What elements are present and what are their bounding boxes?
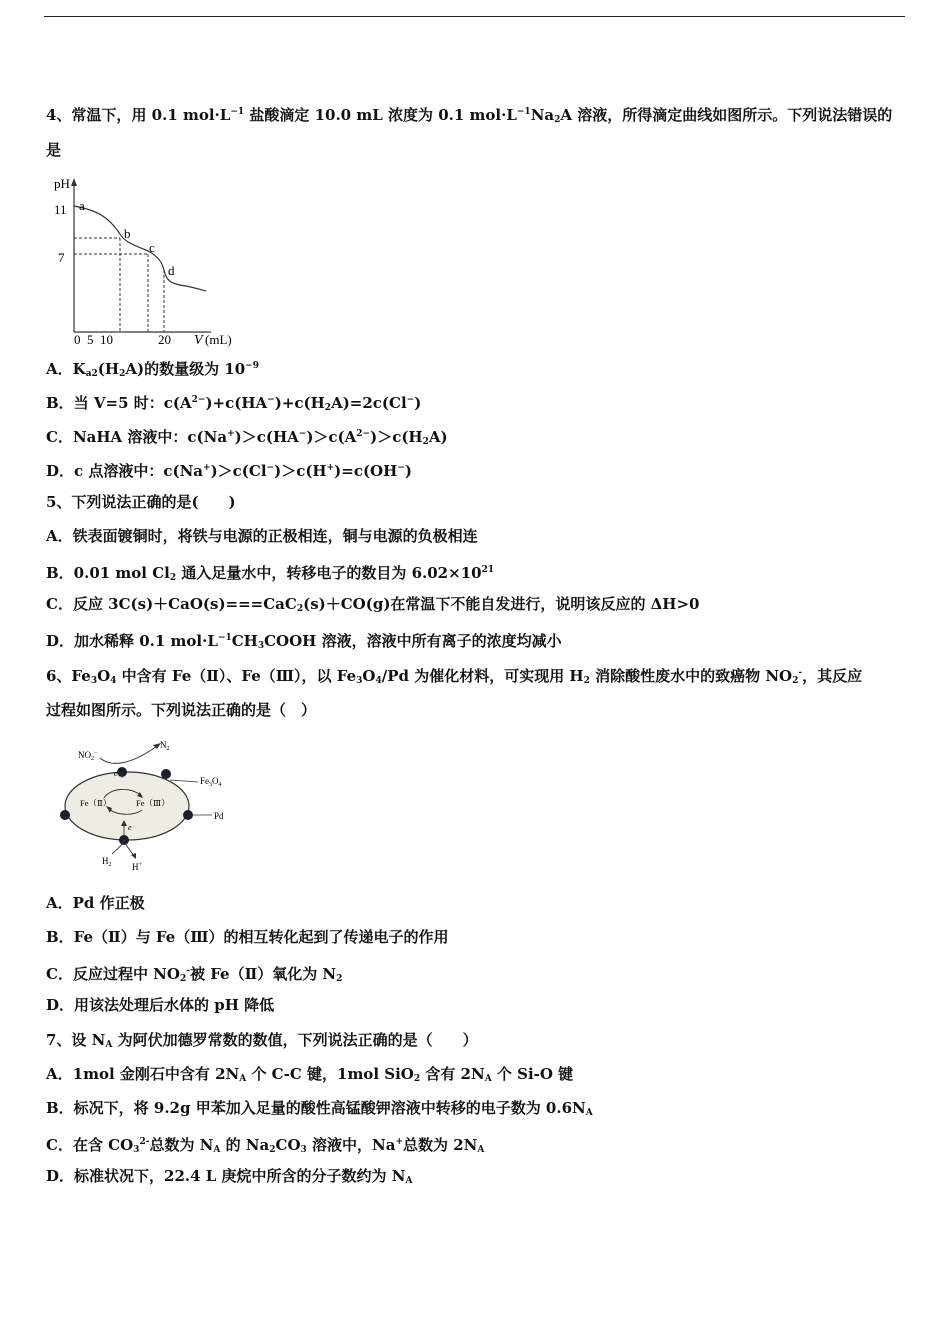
electron-label-bottom: e: [128, 823, 132, 832]
svg-text:H2: $H_2$: [102, 856, 112, 868]
q4-stem-line1: 4、常温下，用 0.1 $mol\cdot L^{-1}$ 盐酸滴定 10.0 mL 浓度为 0.1 $mol\cdot L^{-1}Na_2A$ 溶液，所得滴定曲线如图所示。下列说法错误的: [46, 106, 893, 125]
q5-stem: 5、下列说法正确的是( ): [46, 493, 236, 511]
svg-text:N2: $N_2$: [160, 740, 170, 752]
q5-option-a: A．铁表面镀铜时，将铁与电源的正极相连，铜与电源的负极相连: [46, 527, 478, 545]
x-tick-20: 20: [158, 332, 171, 347]
x-ticks-0-5-10: 0 5 10: [74, 332, 113, 347]
titration-curve-figure: [46, 172, 246, 348]
q6-option-c: C．反应过程中 $NO_2^-$被 Fe（Ⅱ）氧化为 $N_2$: [46, 965, 343, 984]
pd-dot-top-right: [161, 769, 171, 779]
y-tick-7: 7: [58, 250, 65, 265]
header-rule: [44, 16, 905, 17]
svg-text:NO2−: $NO_2^-$: [78, 750, 98, 762]
q5-option-c: C．反应 3C(s)＋CaO(s)===CaC$_2$(s)＋CO(g)在常温下不能自发进行，说明该反应的 ΔH>0: [46, 595, 700, 614]
fe-iii-label: Fe（Ⅲ）: [136, 798, 170, 808]
pd-dot-left: [60, 810, 70, 820]
catalysis-process-diagram: [52, 736, 242, 874]
pd-label: Pd: [214, 811, 224, 821]
point-a-label: a: [79, 198, 85, 213]
q6-option-d: D．用该法处理后水体的 pH 降低: [46, 996, 275, 1014]
q5-option-d: D．加水稀释 0.1 $mol\cdot L^{-1}CH_3COOH$ 溶液，溶液中所有离子的浓度均减小: [46, 632, 562, 651]
q7-option-c: C．在含 $CO_3^{2-}$总数为 $N_A$ 的 $Na_2CO_3$ 溶液中，Na+总数为 $2N_A$: [46, 1136, 485, 1155]
q4-option-b: B．当 V=5 时：$c(A^{2-})+c(HA^-)+c(H_2A)=2c(Cl^-)$: [46, 394, 422, 413]
y-tick-11: 11: [54, 202, 67, 217]
svg-text:H+: H+: [132, 862, 142, 872]
q6-stem-line1: 6、$Fe_3O_4$ 中含有 Fe（Ⅱ）、Fe（Ⅲ），以 $Fe_3O_4/Pd$ 为催化材料，可实现用 $H_2$ 消除酸性废水中的致癌物 $NO_2^-$，其反应: [46, 667, 863, 686]
q7-option-d: D．标准状况下，22.4 L 庚烷中所含的分子数约为 $N_A$: [46, 1167, 413, 1186]
point-d-label: d: [168, 263, 175, 278]
v-axis-unit: (mL): [205, 332, 232, 347]
fe-ii-label: Fe（Ⅱ）: [80, 798, 112, 808]
q7-option-b: B．标况下，将 9.2g 甲苯加入足量的酸性高锰酸钾溶液中转移的电子数为 $0.6N_A$: [46, 1099, 593, 1118]
point-c-label: c: [149, 240, 155, 255]
q7-option-a: A．1mol 金刚石中含有 $2N_A$ 个 C-C 键，1mol SiO$_2$ 含有 $2N_A$ 个 Si-O 键: [46, 1065, 574, 1084]
h2-label: H: [102, 856, 109, 866]
point-b-label: b: [124, 226, 131, 241]
ph-axis-label: pH: [54, 176, 70, 191]
q7-stem: 7、设 $N_A$ 为阿伏加德罗常数的数值，下列说法正确的是（ ）: [46, 1031, 478, 1050]
electron-label-top: e: [114, 769, 118, 778]
q4-option-c: C．NaHA 溶液中：$c(Na^+)>c(HA^-)>c(A^{2-})>c(H_2A)$: [46, 428, 448, 447]
h-plus-label: H: [132, 862, 139, 872]
no2-label: NO: [78, 750, 91, 760]
n2-label: N: [160, 740, 167, 750]
q4-stem-line2: 是: [46, 141, 62, 159]
fe3o4-label: Fe: [200, 776, 209, 786]
pd-dot-right: [183, 810, 193, 820]
q6-option-a: A．Pd 作正极: [46, 894, 145, 912]
q6-stem-line2: 过程如图所示。下列说法正确的是（ ）: [46, 701, 317, 719]
q4-option-a: A．$K_{a2}(H_2A)$的数量级为 $10^{-9}$: [46, 360, 259, 379]
v-axis-label: V: [194, 333, 203, 348]
q5-option-b: B．0.01 mol $Cl_2$ 通入足量水中，转移电子的数目为 $6.02\times 10^{21}$: [46, 564, 495, 583]
svg-text:Fe3O4: $Fe_3O_4$: [200, 776, 222, 788]
q6-option-b: B．Fe（Ⅱ）与 Fe（Ⅲ）的相互转化起到了传递电子的作用: [46, 928, 449, 946]
q4-option-d: D．c 点溶液中：c(Na+)＞c(Cl−)＞c(H+)=c(OH−): [46, 462, 412, 480]
